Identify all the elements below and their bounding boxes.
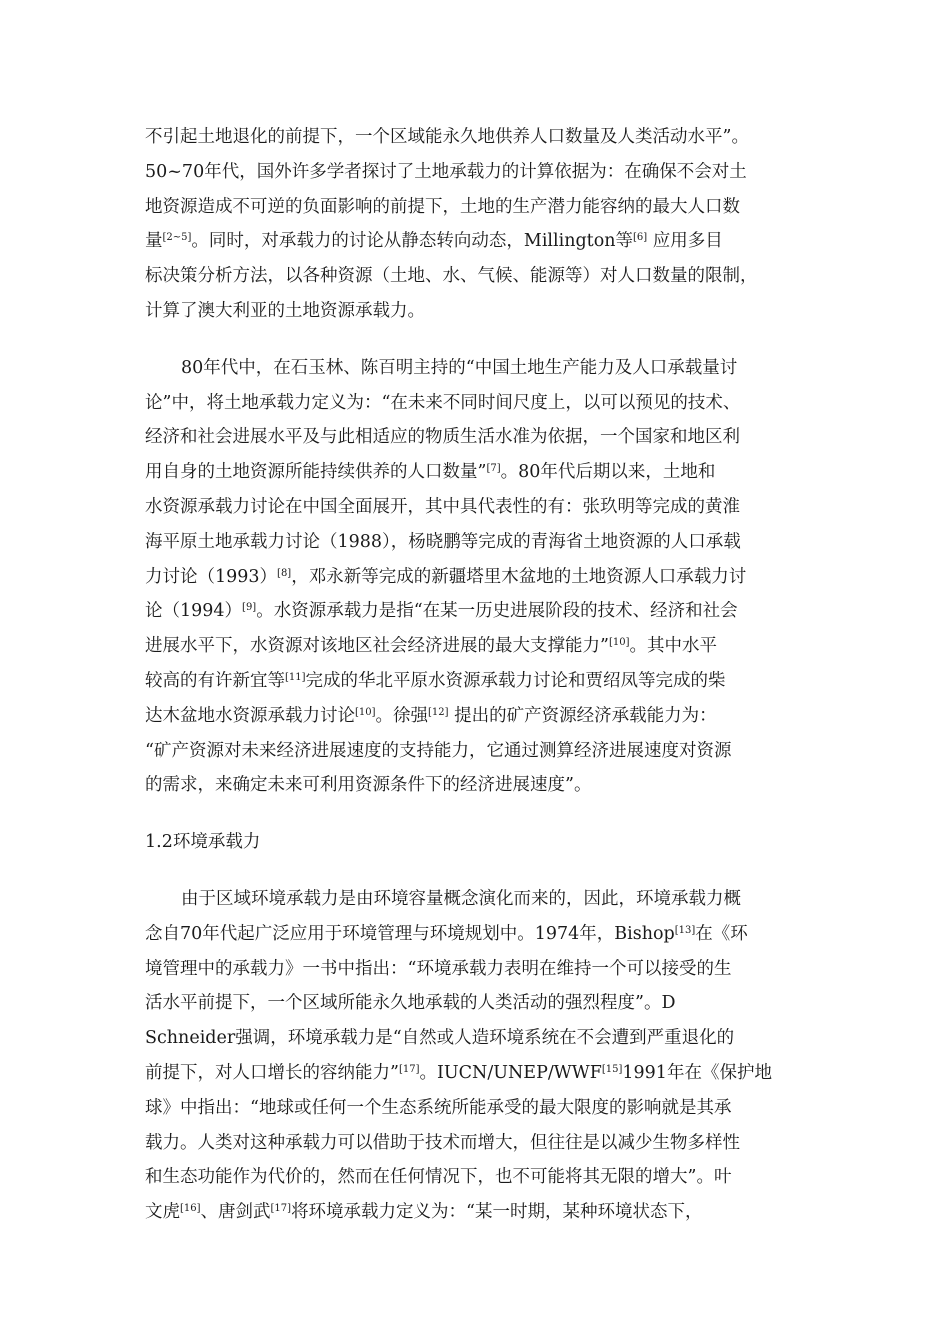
text-run: 进展水平下，水资源对该地区社会经济进展的最大支撑能力” xyxy=(145,636,609,657)
paragraph-gap xyxy=(145,329,805,351)
text-line xyxy=(145,386,805,421)
text-run: 、唐剑武 xyxy=(200,1202,271,1223)
text-run: 标决策分析方法，以各种资源（土地、水、气候、能源等）对人口数量的限制， xyxy=(145,266,758,287)
paragraph xyxy=(145,882,805,1230)
citation-superscript: [6] xyxy=(633,232,648,244)
text-line xyxy=(145,594,805,629)
text-line xyxy=(145,490,805,525)
text-run: 量 xyxy=(145,231,163,252)
text-run: 达木盆地水资源承载力讨论 xyxy=(145,705,355,726)
text-line xyxy=(145,734,805,769)
text-run: 完成的华北平原水资源承载力讨论和贾绍凤等完成的柴 xyxy=(305,670,726,691)
citation-superscript: [10] xyxy=(608,637,630,649)
paragraph xyxy=(145,120,805,329)
citation-superscript: [17] xyxy=(270,1203,292,1215)
text-run: 前提下，对人口增长的容纳能力” xyxy=(145,1062,399,1083)
text-line xyxy=(145,629,805,664)
text-line xyxy=(145,1195,805,1230)
citation-superscript: [10] xyxy=(355,706,376,718)
text-line xyxy=(145,224,805,259)
text-line xyxy=(145,259,805,294)
text-run: 80年代中，在石玉林、陈百明主持的“中国土地生产能力及人口承载量讨 xyxy=(181,357,738,378)
citation-superscript: [7] xyxy=(486,463,501,475)
text-line xyxy=(145,560,805,595)
text-run: 地资源造成不可逆的负面影响的前提下，土地的生产潜力能容纳的最大人口数 xyxy=(145,196,740,217)
text-run: 。同时，对承载力的讨论从静态转向动态，Millington等 xyxy=(191,231,634,252)
text-run: 计算了澳大利亚的土地资源承载力。 xyxy=(145,300,425,321)
text-run: 。水资源承载力是指“在某一历史进展阶段的技术、经济和社会 xyxy=(256,601,738,622)
text-run: 在《环 xyxy=(695,923,748,944)
text-run: 。其中水平 xyxy=(629,636,717,657)
text-line xyxy=(145,952,805,987)
text-run: 。80年代后期以来，土地和 xyxy=(500,462,716,483)
text-run: 。IUCN/UNEP/WWF xyxy=(419,1062,602,1083)
text-line xyxy=(145,699,805,734)
text-run: 论”中，将土地承载力定义为：“在未来不同时间尺度上，以可以预见的技术、 xyxy=(145,392,741,413)
text-line xyxy=(145,455,805,490)
paragraph-gap xyxy=(145,803,805,825)
text-run: 海平原土地承载力讨论（1988），杨晓鹏等完成的青海省土地资源的人口承载 xyxy=(145,531,741,552)
text-line xyxy=(145,1126,805,1161)
text-run: 水资源承载力讨论在中国全面展开，其中具代表性的有：张玖明等完成的黄淮 xyxy=(145,496,740,517)
text-line xyxy=(145,1056,805,1091)
text-run: 力讨论（1993） xyxy=(145,566,278,587)
text-line xyxy=(145,917,805,952)
text-run: 应用多目 xyxy=(647,231,723,252)
text-run: 不引起土地退化的前提下，一个区域能永久地供养人口数量及人类活动水平”。 xyxy=(145,127,749,147)
citation-superscript: [12] xyxy=(428,706,449,718)
text-run: 较高的有许新宜等 xyxy=(145,670,285,691)
text-line xyxy=(145,420,805,455)
text-run: 和生态功能作为代价的，然而在任何情况下，也不可能将其无限的增大”。叶 xyxy=(145,1167,732,1188)
text-line xyxy=(145,1091,805,1126)
citation-superscript: [9] xyxy=(242,602,257,614)
document-body xyxy=(145,120,805,1230)
text-run: 提出的矿产资源经济承载能力为： xyxy=(448,705,717,726)
citation-superscript: [11] xyxy=(285,671,306,683)
text-run: 1.2环境承载力 xyxy=(145,832,261,853)
text-run: 将环境承载力定义为：“某一时期，某种环境状态下， xyxy=(291,1202,703,1223)
text-line xyxy=(145,825,805,860)
text-line xyxy=(145,120,805,155)
text-line xyxy=(145,1160,805,1195)
text-run: 的需求，来确定未来可利用资源条件下的经济进展速度”。 xyxy=(145,775,592,796)
paragraph xyxy=(145,351,805,803)
text-line xyxy=(145,768,805,803)
text-line xyxy=(145,525,805,560)
text-line xyxy=(145,986,805,1021)
text-line xyxy=(145,294,805,329)
citation-superscript: [13] xyxy=(674,924,696,936)
text-line xyxy=(145,190,805,225)
text-run: 活水平前提下，一个区域所能永久地承载的人类活动的强烈程度”。D xyxy=(145,993,676,1014)
text-line xyxy=(145,664,805,699)
text-run: “矿产资源对未来经济进展速度的支持能力，它通过测算经济进展速度对资源 xyxy=(145,740,732,761)
text-line xyxy=(145,1021,805,1056)
text-run: 。徐强 xyxy=(375,705,429,726)
citation-superscript: [17] xyxy=(398,1063,420,1075)
text-run: 用自身的土地资源所能持续供养的人口数量” xyxy=(145,462,487,483)
section-heading xyxy=(145,825,805,860)
citation-superscript: [16] xyxy=(180,1203,201,1215)
text-line xyxy=(145,155,805,190)
citation-superscript: [2~5] xyxy=(162,232,192,244)
citation-superscript: [8] xyxy=(277,567,292,579)
text-run: 论（1994） xyxy=(145,601,243,622)
paragraph-gap xyxy=(145,860,805,882)
text-run: ，邓永新等完成的新疆塔里木盆地的土地资源人口承载力讨 xyxy=(291,566,747,587)
text-run: 境管理中的承载力》一书中指出：“环境承载力表明在维持一个可以接受的生 xyxy=(145,958,732,979)
text-run: 载力。人类对这种承载力可以借助于技术而增大，但往往是以减少生物多样性 xyxy=(145,1132,740,1153)
text-run: 球》中指出：“地球或任何一个生态系统所能承受的最大限度的影响就是其承 xyxy=(145,1097,732,1118)
text-run: 经济和社会进展水平及与此相适应的物质生活水准为依据，一个国家和地区利 xyxy=(145,427,740,448)
text-line xyxy=(145,882,805,917)
text-run: 1991年在《保护地 xyxy=(622,1062,772,1083)
citation-superscript: [15] xyxy=(601,1063,623,1075)
text-run: 由于区域环境承载力是由环境容量概念演化而来的，因此，环境承载力概 xyxy=(181,888,741,909)
text-run: 文虎 xyxy=(145,1202,180,1223)
text-run: 念自70年代起广泛应用于环境管理与环境规划中。1974年，Bishop xyxy=(145,923,675,944)
text-run: Schneider强调，环境承载力是“自然或人造环境系统在不会遭到严重退化的 xyxy=(145,1028,735,1049)
text-run: 50~70年代，国外许多学者探讨了土地承载力的计算依据为：在确保不会对土 xyxy=(145,161,747,182)
text-line xyxy=(145,351,805,386)
